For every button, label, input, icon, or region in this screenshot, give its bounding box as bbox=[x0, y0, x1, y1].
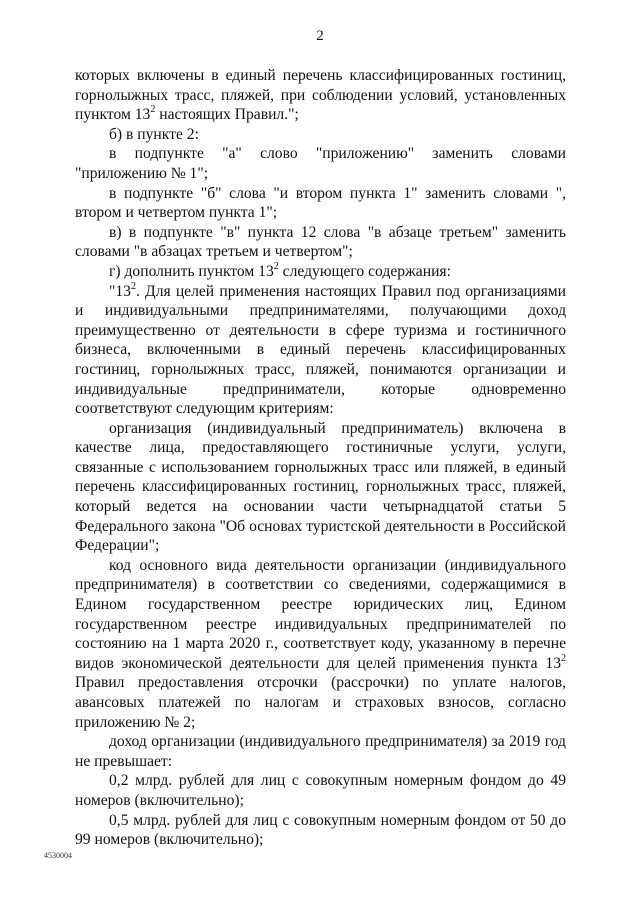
paragraph-7 bbox=[75, 282, 566, 419]
text-run: код основного вида деятельности организации (индивидуального предпринимателя) в соответствии со сведениями, содержащимися в Едином государственном реестре юридических лиц, Едином государственном реестре индивидуальных предпринимателей по состоянию на 1 марта 2020 г., соответствует коду, указанному в перечне видов экономической деятельности для целей применения пункта 13 bbox=[75, 556, 566, 672]
superscript: 2 bbox=[150, 104, 156, 116]
text-run: б) в пункте 2: bbox=[109, 125, 199, 143]
superscript: 2 bbox=[273, 260, 279, 272]
text-run: организация (индивидуальный предприниматель) включена в качестве лица, предоставляющего гостиничные услуги, услуги, связанные с использованием горнолыжных трасс или пляжей, в единый перечень классифицированных гостиниц, горнолыжных трасс, пляжей, который ведется на основании части четырнадцатой статьи 5 Федерального закона "Об основах туристской деятельности в Российской Федерации"; bbox=[75, 419, 566, 555]
paragraph-8 bbox=[75, 419, 566, 556]
text-run: в подпункте "а" слово "приложению" заменить словами "приложению № 1"; bbox=[75, 145, 566, 182]
paragraph-3 bbox=[75, 144, 566, 183]
document-body bbox=[75, 66, 566, 850]
superscript: 2 bbox=[561, 652, 566, 664]
text-run: . Для целей применения настоящих Правил под организациями и индивидуальными предпринимателями, получающими доход преимущественно от деятельности в сфере туризма и гостиничного бизнеса, включенными в единый перечень классифицированных гостиниц, горнолыжных трасс, пляжей, понимаются организации и индивидуальные предприниматели, которые одновременно соответствуют следующим критериям: bbox=[75, 282, 566, 418]
page-number: 2 bbox=[316, 28, 324, 44]
text-run: настоящих Правил."; bbox=[155, 106, 299, 124]
paragraph-9 bbox=[75, 556, 566, 732]
superscript: 2 bbox=[130, 280, 136, 292]
text-run: 0,2 млрд. рублей для лиц с совокупным номерным фондом до 49 номеров (включительно); bbox=[75, 772, 566, 809]
document-code: 4530004 bbox=[44, 851, 72, 860]
paragraph-6 bbox=[75, 262, 566, 282]
text-run: г) дополнить пунктом 13 bbox=[109, 262, 274, 280]
text-run: которых включены в единый перечень классифицированных гостиниц, горнолыжных трасс, пляжей, при соблюдении условий, установленных пунктом 13 bbox=[75, 67, 566, 124]
paragraph-10 bbox=[75, 732, 566, 771]
paragraph-12 bbox=[75, 811, 566, 850]
paragraph-11 bbox=[75, 771, 566, 810]
paragraph-1 bbox=[75, 66, 566, 125]
text-run: следующего содержания: bbox=[278, 262, 451, 280]
text-run: 0,5 млрд. рублей для лиц с совокупным номерным фондом от 50 до 99 номеров (включительно); bbox=[75, 811, 566, 849]
text-run: в) в подпункте "в" пункта 12 слова "в абзаце третьем" заменить словами "в абзацах третьем и четвертом"; bbox=[75, 223, 566, 261]
text-run: Правил предоставления отсрочки (рассрочки) по уплате налогов, авансовых платежей по налогам и страховых взносов, согласно приложению № 2; bbox=[75, 674, 566, 731]
paragraph-4 bbox=[75, 184, 566, 223]
paragraph-2 bbox=[75, 125, 566, 145]
text-run: в подпункте "б" слова "и втором пункта 1" заменить словами ", втором и четвертом пункта 1"; bbox=[75, 184, 566, 222]
text-run: "13 bbox=[109, 282, 131, 300]
paragraph-5 bbox=[75, 223, 566, 262]
text-run: доход организации (индивидуального предпринимателя) за 2019 год не превышает: bbox=[75, 733, 566, 770]
